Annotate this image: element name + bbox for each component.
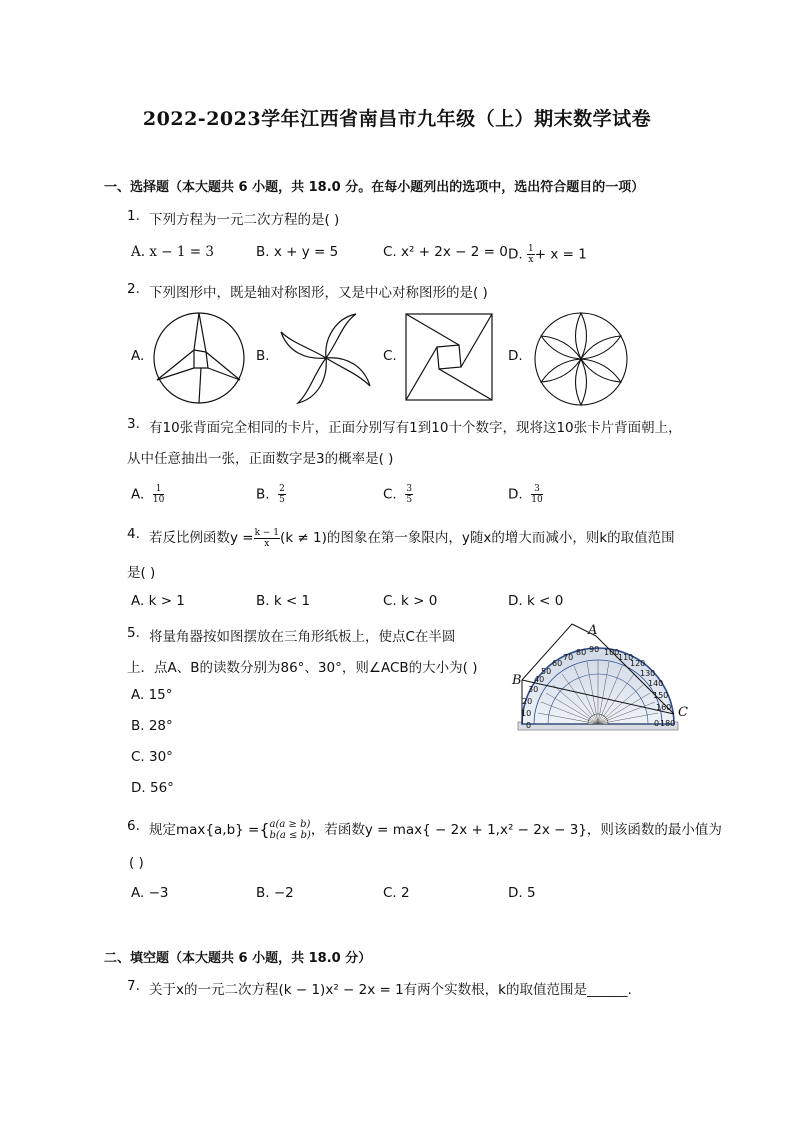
q5-option-b: B. 28°	[131, 718, 173, 734]
q2-figure-d	[532, 310, 630, 408]
q5-label-c: C	[678, 705, 688, 720]
q1-option-a: A. x − 1 = 3	[131, 244, 214, 260]
q5-label-b: B	[512, 673, 522, 688]
q4-option-d: D. k < 0	[508, 593, 564, 609]
q3-text-line1: 有10张背面完全相同的卡片，正面分别写有1到10十个数字，现将这10张卡片背面朝上，	[149, 420, 682, 436]
q3-option-c: C. $\frac{3}{5}$	[383, 484, 413, 505]
q6-option-d: D. 5	[508, 885, 536, 901]
q3-option-d: D. $\frac{3}{10}$	[508, 484, 543, 505]
svg-text:20: 20	[522, 697, 533, 706]
q2-text: 下列图形中，既是轴对称图形，又是中心对称图形的是( )	[149, 285, 488, 301]
q2-number: 2.	[127, 281, 140, 297]
q1-option-c: C. x² + 2x − 2 = 0	[383, 244, 508, 260]
q3-number: 3.	[127, 416, 140, 432]
q1-number: 1.	[127, 208, 140, 224]
q5-protractor-figure	[508, 622, 698, 734]
q4-number: 4.	[127, 526, 140, 542]
q5-option-d: D. 56°	[131, 780, 174, 796]
q6-case-1: a(a ≥ b)	[269, 819, 311, 830]
q1-option-d: D. $\frac{1}{x}$ + x = 1	[508, 244, 587, 265]
svg-text:180: 180	[660, 719, 676, 728]
q6-option-b: B. −2	[256, 885, 294, 901]
q4-option-c: C. k > 0	[383, 593, 438, 609]
q2-figure-a	[150, 310, 248, 406]
q2-label-c: C.	[383, 348, 397, 364]
q5-text-line2: 上．点A、B的读数分别为86°、30°，则∠ACB的大小为( )	[127, 660, 478, 676]
svg-text:0: 0	[526, 721, 532, 730]
q4-option-a: A. k > 1	[131, 593, 185, 609]
q5-label-a: A	[588, 623, 598, 638]
q5-number: 5.	[127, 625, 140, 641]
section-1-header: 一、选择题（本大题共 6 小题，共 18.0 分。在每小题列出的选项中，选出符合题目的一项）	[104, 180, 645, 195]
q6-text-line1: 规定max{a,b} ={ a(a ≥ b) b(a ≤ b) ，若函数y = max{ − 2x + 1,x² − 2x − 3}，则该函数的最小值为	[149, 819, 722, 841]
q7-number: 7.	[127, 978, 140, 994]
svg-text:70: 70	[563, 653, 574, 662]
q2-label-d: D.	[508, 348, 523, 364]
svg-text:120: 120	[630, 659, 646, 668]
q3-option-a: A. $\frac{1}{10}$	[131, 484, 165, 505]
q6-option-c: C. 2	[383, 885, 410, 901]
q6-number: 6.	[127, 818, 140, 834]
svg-text:60: 60	[552, 659, 563, 668]
q3-option-b: B. $\frac{2}{5}$	[256, 484, 285, 505]
q4-text-line2: 是( )	[127, 565, 156, 581]
svg-text:140: 140	[648, 679, 664, 688]
q1-option-d-fraction: $\frac{1}{x}$	[527, 244, 534, 265]
svg-text:10: 10	[521, 709, 532, 718]
q6-case-2: b(a ≤ b)	[269, 830, 311, 841]
q1-text: 下列方程为一元二次方程的是( )	[149, 212, 340, 228]
page-title: 2022-2023学年江西省南昌市九年级（上）期末数学试卷	[142, 108, 652, 130]
q3-text-line2: 从中任意抽出一张，正面数字是3的概率是( )	[127, 451, 394, 467]
q1-option-b: B. x + y = 5	[256, 244, 339, 260]
svg-text:0: 0	[654, 719, 660, 728]
q5-text-line1: 将量角器按如图摆放在三角形纸板上，使点C在半圆	[149, 629, 456, 645]
svg-text:50: 50	[541, 667, 552, 676]
q1-option-d-label: D.	[508, 246, 527, 263]
q4-text-line1: 若反比例函数y = $\frac{k - 1}{x}$ (k ≠ 1)的图象在第一象限内，y随x的增大而减小，则k的取值范围	[149, 527, 675, 549]
svg-text:100: 100	[604, 648, 620, 657]
q2-label-b: B.	[256, 348, 270, 364]
q4-option-b: B. k < 1	[256, 593, 311, 609]
q5-option-a: A. 15°	[131, 687, 173, 703]
q2-figure-b	[276, 308, 376, 408]
svg-text:90: 90	[589, 645, 600, 654]
svg-text:110: 110	[618, 653, 634, 662]
svg-text:40: 40	[534, 675, 545, 684]
q7-text: 关于x的一元二次方程(k − 1)x² − 2x = 1有两个实数根，k的取值范围是______.	[149, 982, 632, 998]
svg-text:130: 130	[640, 669, 656, 678]
q2-figure-c	[404, 312, 494, 402]
q5-option-c: C. 30°	[131, 749, 173, 765]
q2-label-a: A.	[131, 348, 145, 364]
svg-text:30: 30	[528, 685, 539, 694]
q6-text-line2: ( )	[129, 855, 144, 871]
svg-text:80: 80	[576, 648, 587, 657]
section-2-header: 二、填空题（本大题共 6 小题，共 18.0 分）	[104, 951, 372, 966]
svg-text:160: 160	[656, 703, 672, 712]
q6-option-a: A. −3	[131, 885, 169, 901]
svg-text:150: 150	[653, 691, 669, 700]
